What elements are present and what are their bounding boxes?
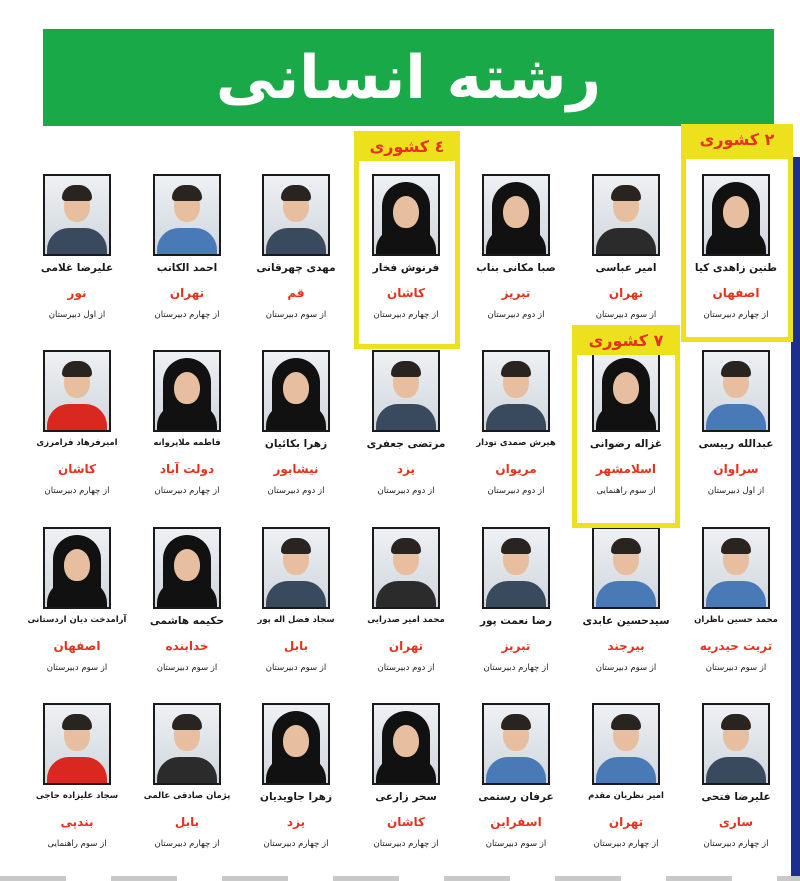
portrait-hair [501,361,531,377]
student-name: صبا مکانی بناب [476,262,556,274]
student-photo [372,527,440,609]
student-city: اسلامشهر [595,462,657,476]
portrait-hair [62,185,92,201]
student-card [684,703,788,873]
student-name: فاطمه ملاپروانه [153,438,221,448]
student-name: سجاد فضل اله پور [257,615,335,625]
student-city: سراوان [713,462,759,476]
student-name: مهدی چهرقانی [256,262,336,274]
portrait-hair [172,714,202,730]
student-photo [372,350,440,432]
student-grade: از سوم دبیرستان [46,663,108,673]
portrait-hair [391,361,421,377]
student-card [244,174,348,344]
student-photo [702,350,770,432]
student-city: تهران [169,286,205,300]
portrait-body [157,404,217,430]
student-photo [592,527,660,609]
student-photo [262,350,330,432]
student-name: غزاله رضوانی [589,438,663,450]
student-name: امیر نظریان مقدم [588,791,664,801]
student-grade: از دوم دبیرستان [377,663,435,673]
student-photo [592,703,660,785]
portrait-face [64,549,90,581]
student-name: امیرفرهاد فرامرزی [36,438,118,448]
portrait-body [486,581,546,607]
rank-highlight-frame-2 [681,154,793,342]
student-grade: از دوم دبیرستان [267,486,325,496]
student-grade: از دوم دبیرستان [487,486,545,496]
student-card [244,527,348,697]
portrait-body [157,228,217,254]
student-card [354,527,458,697]
portrait-hair [721,538,751,554]
rank-badge-4: ٤ کشوری [354,131,460,161]
student-name: فرنوش فخار [372,262,440,274]
student-card [354,350,458,520]
student-name: علیرضا غلامی [40,262,114,274]
rank-highlight-frame-4 [354,154,460,349]
rank-badge-7: ۷ کشوری [572,325,680,355]
student-grade: از چهارم دبیرستان [703,839,769,849]
student-card [244,350,348,520]
portrait-face [283,725,309,757]
portrait-body [47,404,107,430]
student-name: سجاد علیزاده حاجی [35,791,119,801]
student-city: بیرجند [607,639,645,653]
student-photo [592,174,660,256]
student-grade: از سوم دبیرستان [595,310,657,320]
portrait-body [376,757,436,783]
student-city: کاشان [386,815,426,829]
student-city: نیشابور [273,462,319,476]
student-photo [153,527,221,609]
student-city: تبریز [501,639,531,653]
student-name: پژمان صادقی عالمی [143,791,231,801]
student-grade: از چهارم دبیرستان [44,486,110,496]
student-grade: از چهارم دبیرستان [703,310,769,320]
portrait-body [266,581,326,607]
student-city: بابل [283,639,309,653]
student-grade: از چهارم دبیرستان [154,310,220,320]
student-card [135,527,239,697]
portrait-hair [611,538,641,554]
student-name: سیدحسین عابدی [582,615,670,627]
student-grade: از سوم دبیرستان [705,663,767,673]
student-grade: از سوم دبیرستان [265,310,327,320]
student-photo [43,703,111,785]
portrait-body [486,228,546,254]
student-photo [482,350,550,432]
student-grade: از چهارم دبیرستان [593,839,659,849]
student-grade: از سوم راهنمایی [47,839,107,849]
portrait-body [47,228,107,254]
student-card [244,703,348,873]
portrait-hair [172,185,202,201]
portrait-hair [611,714,641,730]
student-grade: از اول دبیرستان [48,310,106,320]
student-photo [43,174,111,256]
student-name: مرتضی جعفری [366,438,446,450]
student-card [354,703,458,873]
student-photo [372,703,440,785]
student-grade: از سوم دبیرستان [485,839,547,849]
student-grade: از سوم دبیرستان [265,663,327,673]
portrait-body [157,581,217,607]
student-card [25,350,129,520]
portrait-body [47,757,107,783]
student-grade: از دوم دبیرستان [377,486,435,496]
portrait-face [393,725,419,757]
student-name: محمد امیر صدرایی [367,615,445,625]
student-name: سحر زارعی [375,791,437,803]
portrait-face [283,372,309,404]
student-name: رضا نعمت پور [479,615,553,627]
student-card [684,350,788,520]
student-photo [702,527,770,609]
student-name: عبدالله رییسی [698,438,774,450]
student-city: ساری [718,815,754,829]
student-photo [153,703,221,785]
student-name: هیرش صمدی تودار [476,438,556,448]
student-card [25,174,129,344]
student-city: کاشان [57,462,97,476]
student-name: زهرا بکائیان [264,438,328,450]
portrait-body [376,404,436,430]
student-photo [153,174,221,256]
student-card [25,703,129,873]
student-city: خدابنده [165,639,209,653]
student-city: تهران [388,639,424,653]
student-photo [482,703,550,785]
student-city: تربت حیدریه [699,639,773,653]
student-city: اسفراین [490,815,542,829]
portrait-body [266,757,326,783]
student-card [25,527,129,697]
student-photo [702,703,770,785]
student-grade: از چهارم دبیرستان [373,839,439,849]
portrait-body [266,228,326,254]
student-grade: از اول دبیرستان [707,486,765,496]
student-city: تبریز [501,286,531,300]
student-city: اصفهان [53,639,101,653]
portrait-body [486,757,546,783]
student-name: محمد حسین ناظران [694,615,778,625]
bottom-divider [0,876,800,881]
student-city: اصفهان [712,286,760,300]
student-photo [43,527,111,609]
portrait-body [47,581,107,607]
portrait-hair [281,538,311,554]
portrait-body [706,404,766,430]
student-city: تهران [608,286,644,300]
student-grade: از دوم دبیرستان [487,310,545,320]
portrait-face [174,549,200,581]
student-city: مریوان [495,462,537,476]
portrait-body [706,581,766,607]
student-grade: از سوم دبیرستان [156,663,218,673]
rank-highlight-frame-7 [572,327,680,528]
student-card [135,350,239,520]
student-grade: از چهارم دبیرستان [263,839,329,849]
student-name: امیر عباسی [595,262,657,274]
student-card [464,350,568,520]
student-grade: از چهارم دبیرستان [483,663,549,673]
student-name: زهرا جاویدیان [259,791,332,803]
portrait-body [486,404,546,430]
portrait-hair [281,185,311,201]
portrait-body [596,757,656,783]
student-city: کاشان [386,286,426,300]
portrait-body [266,404,326,430]
student-photo [262,703,330,785]
student-photo [153,350,221,432]
student-card [135,703,239,873]
portrait-face [174,372,200,404]
portrait-hair [391,538,421,554]
portrait-body [706,757,766,783]
student-city: بابل [174,815,200,829]
student-name: احمد الکاتب [156,262,218,274]
student-city: نور [67,286,87,300]
student-grade: از سوم راهنمایی [596,486,656,496]
portrait-face [503,196,529,228]
portrait-hair [62,361,92,377]
portrait-body [596,581,656,607]
student-card [574,174,678,344]
student-grade: از سوم دبیرستان [595,663,657,673]
student-card [135,174,239,344]
portrait-hair [501,714,531,730]
student-card [464,174,568,344]
student-photo [482,174,550,256]
rank-badge-2: ۲ کشوری [681,124,793,154]
student-grade: از چهارم دبیرستان [373,310,439,320]
student-photo [262,174,330,256]
student-grade: از چهارم دبیرستان [154,839,220,849]
student-card [684,527,788,697]
student-city: دولت آباد [159,462,215,476]
student-name: آرامدخت دیان اردستانی [27,615,127,625]
student-city: تهران [608,815,644,829]
portrait-body [596,228,656,254]
portrait-body [157,757,217,783]
student-name: علیرضا فتحی [701,791,771,803]
page-title: رشته انسانی [215,42,602,113]
student-card [464,703,568,873]
student-photo [43,350,111,432]
student-card [574,703,678,873]
student-name: حکیمه هاشمی [149,615,225,627]
student-city: یزد [396,462,416,476]
student-photo [262,527,330,609]
student-card [464,527,568,697]
student-city: بندپی [60,815,94,829]
student-name: عرفان رستمی [478,791,554,803]
student-name: طنین زاهدی کیا [694,262,778,274]
portrait-hair [721,361,751,377]
portrait-hair [721,714,751,730]
student-photo [482,527,550,609]
student-city: قم [287,286,305,300]
student-grade: از چهارم دبیرستان [154,486,220,496]
portrait-hair [611,185,641,201]
student-city: یزد [286,815,306,829]
student-card [574,527,678,697]
portrait-hair [501,538,531,554]
portrait-hair [62,714,92,730]
portrait-body [376,581,436,607]
